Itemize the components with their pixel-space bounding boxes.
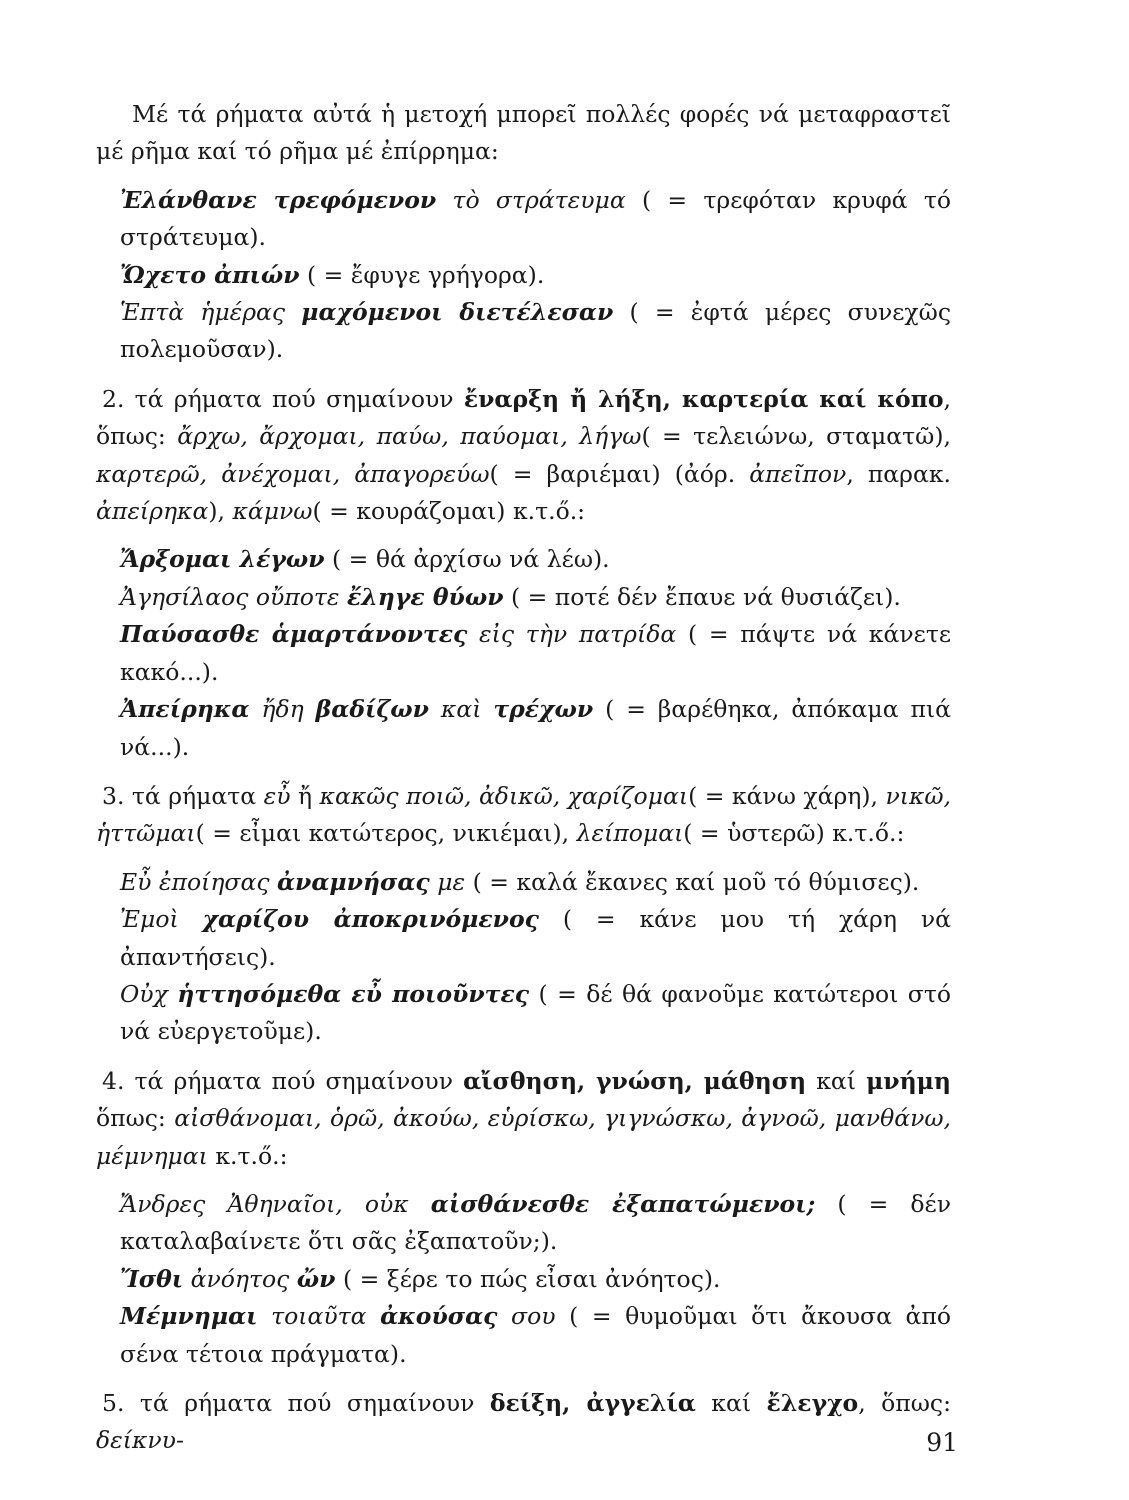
greek-citation: αἰσθάνομαι, ὁρῶ, ἀκούω, εὑρίσκω, γιγνώσκω, ἀγνοῶ, μανθάνω, μέμνημαι [96, 1104, 952, 1170]
greek-citation: καὶ [429, 695, 494, 724]
example-group [96, 1186, 951, 1373]
example-sentence [96, 901, 951, 976]
greek-citation: σου [497, 1302, 556, 1331]
example-group [96, 541, 951, 765]
text-run: ( = θυμοῦμαι ὅτι ἄκουσα ἀπό σένα τέτοια πράγματα). [120, 1302, 951, 1368]
text-run: ( = δέν καταλαβαίνετε ὅτι σᾶς ἐξαπατοῦν;). [120, 1189, 951, 1256]
text-run: καί [806, 1066, 867, 1095]
text-run: ( = τελειώνω, σταματῶ), [641, 422, 951, 451]
text-run: ( = πάψτε νά κάνετε κακό...). [120, 620, 952, 686]
greek-citation: ὤν [296, 1264, 336, 1293]
example-sentence [96, 616, 951, 691]
greek-citation: Ἐλάνθανε τρεφόμενον [120, 185, 437, 214]
numbered-rule [96, 381, 951, 531]
example-sentence [96, 1261, 951, 1298]
example-sentence [96, 579, 951, 616]
greek-citation: ἀνόητος [183, 1264, 297, 1293]
text-run: ( = ξέρε το πώς εἶσαι ἀνόητος). [335, 1264, 721, 1293]
greek-citation: Μέμνημαι [120, 1302, 258, 1331]
greek-citation: εὖ [263, 781, 291, 810]
greek-citation: ἀπείρηκα [96, 497, 209, 526]
text-run: 3. τά ρήματα [102, 781, 264, 810]
text-run: ( = εἶμαι κατώτερος, νικιέμαι), [195, 819, 577, 848]
greek-citation: Ἀγησίλαος οὔποτε [120, 582, 348, 611]
numbered-rule [96, 778, 951, 853]
bold-term: ἔλεγχο [766, 1389, 859, 1417]
greek-citation: ἔληγε θύων [347, 582, 504, 611]
intro-paragraph [96, 96, 951, 171]
example-sentence [96, 976, 951, 1051]
text-run: 4. τά ρήματα πού σημαίνουν [102, 1066, 464, 1095]
greek-citation: Ἀπείρηκα [120, 695, 250, 724]
bold-term: αἴσθηση, γνώση, μάθηση [463, 1066, 807, 1095]
page-body [96, 96, 951, 1471]
greek-citation: Ἑπτὰ ἡμέρας [120, 298, 302, 327]
text-run: ( = βαριέμαι) (ἀόρ. [489, 459, 750, 488]
example-sentence [96, 864, 951, 901]
page-number: 91 [926, 1428, 958, 1457]
greek-citation: τοιαῦτα [257, 1302, 381, 1331]
greek-citation: Παύσασθε ἁμαρτάνοντες [120, 620, 468, 649]
text-run: ), [208, 497, 233, 526]
text-run: , ὅπως: [96, 384, 951, 451]
greek-citation: Εὖ ἐποίησας [120, 867, 277, 896]
greek-citation: Ὤχετο ἀπιών [120, 260, 300, 289]
greek-citation: χαρίζου ἀποκρινόμενος [202, 905, 539, 934]
text-run: 2. τά ρήματα πού σημαίνουν [102, 384, 464, 413]
greek-citation: εἰς τὴν πατρίδα [467, 620, 677, 649]
greek-citation: ἀπεῖπον [749, 459, 847, 488]
greek-citation: ἡττησόμεθα εὖ ποιοῦντες [177, 979, 530, 1008]
greek-citation: με [429, 867, 466, 896]
text-run: καί [695, 1389, 767, 1417]
example-sentence [96, 1298, 951, 1373]
greek-citation: ἀκούσας [380, 1302, 498, 1331]
greek-citation: αἰσθάνεσθε ἐξαπατώμενοι; [430, 1189, 816, 1218]
text-run: ( = ἔφυγε γρήγορα). [299, 260, 545, 289]
greek-citation: Ἄνδρες Ἀθηναῖοι, οὐκ [120, 1189, 431, 1218]
example-sentence [96, 1186, 951, 1261]
greek-citation: ἤδη [249, 695, 316, 724]
text-run: ( = ἐφτά μέρες συνεχῶς πολεμοῦσαν). [120, 298, 951, 364]
greek-citation: Ἴσθι [120, 1264, 184, 1293]
example-group [96, 182, 951, 369]
greek-citation: κάμνω [232, 497, 313, 526]
text-run: ( = κάνω χάρη), [688, 781, 886, 810]
text-run: ( = βαρέθηκα, ἀπόκαμα πιά νά...). [120, 695, 952, 761]
text-run: ( = καλά ἔκανες καί μοῦ τό θύμισες). [465, 867, 920, 896]
text-run: ἤ [290, 781, 320, 810]
text-run: ( = ποτέ δέν ἔπαυε νά θυσιάζει). [503, 582, 901, 611]
example-group [96, 864, 951, 1051]
example-sentence [96, 182, 951, 257]
greek-citation: μαχόμενοι διετέλεσαν [301, 298, 614, 327]
greek-citation: Ἐμοὶ [120, 905, 203, 934]
greek-citation: καρτερῶ, ἀνέχομαι, ἀπαγορεύω [96, 459, 490, 488]
greek-citation: Οὐχ [120, 979, 178, 1008]
text-run: ( = θά ἀρχίσω νά λέω). [324, 545, 610, 574]
example-sentence [96, 541, 951, 578]
greek-citation: κακῶς ποιῶ, ἀδικῶ, χαρίζομαι [319, 781, 689, 810]
text-run: ( = κουράζομαι) κ.τ.ő.: [312, 497, 586, 526]
greek-citation: τὸ στράτευμα [436, 185, 626, 214]
text-run: ( = δέ θά φανοῦμε κατώτεροι στό νά εὐεργετοῦμε). [120, 979, 951, 1046]
text-run: ( = κάνε μου τή χάρη νά ἀπαντήσεις). [120, 905, 951, 971]
greek-citation: τρέχων [493, 695, 594, 724]
bold-term: δείξη, ἀγγελία [489, 1389, 696, 1417]
greek-citation: Ἄρξομαι λέγων [120, 545, 325, 574]
numbered-rule [96, 1063, 951, 1175]
text-run: 5. τά ρήματα πού σημαίνουν [102, 1389, 490, 1417]
text-run: Μέ τά ρήματα αὐτά ἡ μετοχή μπορεῖ πολλές φορές νά μεταφραστεῖ μέ ρῆμα καί τό ρῆμα μέ ἐπίρρημα: [96, 100, 951, 166]
text-run: , ὅπως: [858, 1389, 951, 1417]
example-sentence [96, 257, 951, 294]
greek-citation: ἀναμνήσας [276, 867, 430, 896]
text-run: , παρακ. [846, 459, 951, 488]
text-run: ( = ὑστερῶ) κ.τ.ő.: [683, 819, 905, 848]
bold-term: μνήμη [866, 1066, 951, 1095]
example-sentence [96, 691, 951, 766]
text-run: κ.τ.ő.: [207, 1141, 288, 1170]
greek-citation: λείπομαι [576, 819, 684, 848]
bold-term: ἔναρξη ἤ λήξη, καρτερία καί κόπο [463, 384, 944, 413]
text-run: ( = τρεφόταν κρυφά τό στράτευμα). [120, 185, 951, 252]
text-run: ὅπως: [96, 1104, 175, 1133]
greek-citation: νικῶ, ἡττῶμαι [96, 781, 952, 848]
example-sentence [96, 294, 951, 369]
numbered-rule [96, 1385, 951, 1460]
greek-citation: ἄρχω, ἄρχομαι, παύω, παύομαι, λήγω [177, 422, 642, 451]
greek-citation: δείκνυ- [96, 1426, 184, 1455]
greek-citation: βαδίζων [315, 695, 429, 724]
